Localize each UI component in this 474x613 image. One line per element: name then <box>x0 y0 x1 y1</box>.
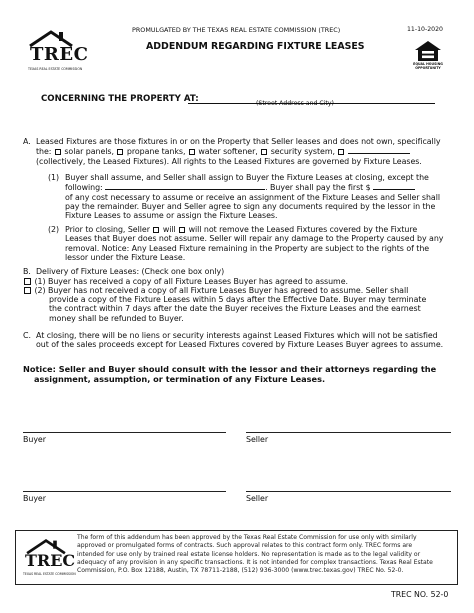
paragraph-a1-line2: following: . Buyer shall pay the first $ <box>65 182 460 192</box>
buyer-signature-line-1[interactable] <box>23 432 226 433</box>
propane-tanks-checkbox[interactable] <box>117 149 123 155</box>
footer-disclaimer: The form of this addendum has been approved by the Texas Real Estate Commission for use only with similarly approved or promulgated forms of contracts. Such approval relates to this contract form only. TREC forms are intended for use only by trained real estate license holders. No representation is made as to the legal validity or adequacy of any provision in any specific transactions. It is not intended for complex transactions. Texas Real Estate Commission, P.O. Box 12188, Austin, TX 78711-2188, (512) 936-3000 (www.trec.texas.gov) TREC No. 52-0. <box>77 534 433 575</box>
equal-housing-logo <box>413 40 443 80</box>
property-label: CONCERNING THE PROPERTY AT: <box>41 94 199 104</box>
section-c-marker: C. <box>23 331 31 340</box>
buyer-label-1: Buyer <box>23 435 46 444</box>
security-system-checkbox[interactable] <box>261 149 267 155</box>
footer-trec-logo <box>22 537 76 581</box>
section-a-line1: Leased Fixtures are those fixtures in or on the Property that Seller leases and does not own, specifically <box>36 137 441 146</box>
seller-will-checkbox[interactable] <box>153 227 159 233</box>
buyer-signature-line-2[interactable] <box>23 491 226 492</box>
option-1-checkbox[interactable] <box>24 278 31 285</box>
form-number: TREC NO. 52-0 <box>391 590 449 599</box>
seller-signature-line-2[interactable] <box>246 491 451 492</box>
seller-label-2: Seller <box>246 494 269 503</box>
notice: Notice: Seller and Buyer should consult with the lessor and their attorneys regarding the assignment, assumption, or termination of any Fixture Leases. <box>23 364 437 384</box>
excepted-leases-field[interactable] <box>105 182 265 190</box>
other-fixture-field[interactable] <box>348 146 410 154</box>
buyer-cost-field[interactable] <box>373 182 415 190</box>
footer-logo-subtext: TEXAS REAL ESTATE COMMISSION <box>23 572 76 576</box>
section-b-marker: B. <box>23 267 31 276</box>
promulgated-line: PROMULGATED BY THE TEXAS REAL ESTATE COMMISSION (TREC) <box>132 26 341 34</box>
property-sublabel: (Street Address and City) <box>256 100 334 107</box>
eho-text: EQUAL HOUSING OPPORTUNITY <box>413 62 443 70</box>
form-date: 11-10-2020 <box>407 26 443 33</box>
logo-subtext: TEXAS REAL ESTATE COMMISSION <box>28 67 83 71</box>
seller-label-1: Seller <box>246 435 269 444</box>
delivery-option-2: (2) Buyer has not received a copy of all Fixture Leases Buyer has agreed to assume. Seller shall <box>23 286 453 295</box>
section-a-marker: A. <box>23 137 31 146</box>
page-title: ADDENDUM REGARDING FIXTURE LEASES <box>146 41 365 52</box>
seller-will-not-checkbox[interactable] <box>179 227 185 233</box>
delivery-option-1: (1) Buyer has received a copy of all Fixture Leases Buyer has agreed to assume. <box>23 277 453 286</box>
section-a-line3: (collectively, the Leased Fixtures). All rights to the Leased Fixtures are governed by Fixture Leases. <box>36 156 422 166</box>
other-fixture-checkbox[interactable] <box>338 149 344 155</box>
paragraph-a2-marker: (2) <box>48 225 60 234</box>
trec-logo <box>26 28 89 72</box>
water-softener-checkbox[interactable] <box>189 149 195 155</box>
seller-signature-line-1[interactable] <box>246 432 451 433</box>
buyer-label-2: Buyer <box>23 494 46 503</box>
paragraph-a1-marker: (1) <box>48 173 60 182</box>
solar-panels-checkbox[interactable] <box>55 149 61 155</box>
footer-box <box>15 530 458 585</box>
equal-housing-icon <box>413 40 443 62</box>
section-a-line2: the: solar panels, propane tanks, water softener, security system, <box>36 146 456 156</box>
footer-logo-text: TREC <box>25 551 76 570</box>
logo-text: TREC <box>30 44 89 65</box>
option-2-checkbox[interactable] <box>24 287 31 294</box>
paragraph-a2-line1: Prior to closing, Seller will will not remove the Leased Fixtures covered by the Fixture <box>65 225 418 234</box>
